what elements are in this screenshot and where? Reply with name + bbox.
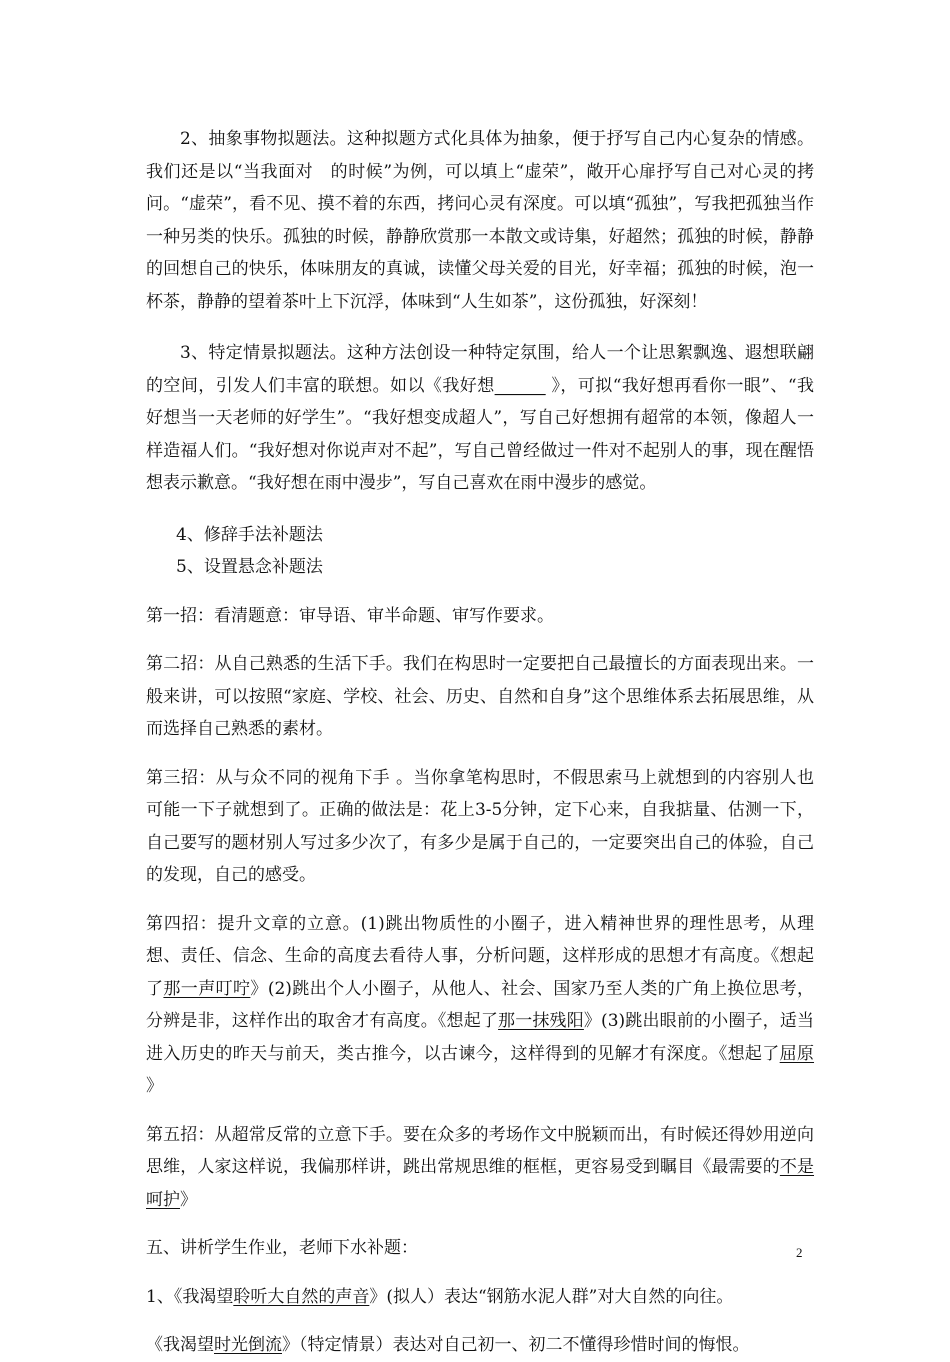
underlined-phrase: 屈原 (779, 1043, 815, 1064)
paragraph-scenario-titling (146, 337, 814, 500)
underlined-phrase: 不是呵护 (146, 1157, 815, 1210)
example-item-1 (146, 1281, 814, 1314)
blank-line: ______ (494, 375, 546, 396)
text-run: 》，可拟“我好想再看你一眼”、“我好想当一天老师的好学生”。“我好想变成超人”，写自己好想拥有超常的本领，像超人一样造福人们。“我好想对你说声对不起”，写自己曾经做过一件对不起别人的事，现在醒悟想表示歉意。“我好想在雨中漫步”，写自己喜欢在雨中漫步的感觉。 (146, 375, 814, 493)
paragraph-tip-5 (146, 1119, 814, 1217)
underlined-phrase: 聆听大自然的声音 (233, 1286, 370, 1307)
paragraph-tip-3: 第三招：从与众不同的视角下手 。当你拿笔构思时，不假思索马上就想到的内容别人也可能一下子就想到了。正确的做法是：花上3-5分钟，定下心来，自我掂量、估测一下，自己要写的题材别人写过多少次了，有多少是属于自己的，一定要突出自己的体验，自己的发现，自己的感受。 (146, 767, 814, 885)
underlined-phrase: 那一抹残阳 (498, 1011, 584, 1031)
underlined-phrase: 时光倒流 (214, 1335, 282, 1355)
underlined-phrase: 那一声叮咛 (163, 978, 251, 999)
page-number: 2 (796, 1245, 803, 1260)
list-item-suspense: 5、设置悬念补题法 (176, 557, 323, 577)
document-body (146, 123, 814, 1362)
text-run: 》（特定情景）表达对自己初一、初二不懂得珍惜时间的悔恨。 (282, 1335, 750, 1355)
paragraph-abstract-titling: 2、抽象事物拟题法。这种拟题方式化具体为抽象，便于抒写自己内心复杂的情感。我们还是以“当我面对 的时候”为例，可以填上“虚荣”，敞开心扉抒写自己对心灵的拷问。“虚荣”，看不见、摸不着的东西，拷问心灵有深度。可以填“孤独”，写我把孤独当作一种另类的快乐。孤独的时候，静静欣赏那一本散文或诗集，好超然；孤独的时候，静静的回想自己的快乐，体味朋友的真诚，读懂父母关爱的目光，好幸福；孤独的时候，泡一杯茶，静静的望着茶叶上下沉浮，体味到“人生如茶”，这份孤独，好深刻！ (146, 129, 814, 312)
text-run: 》(3)跳出眼前的小圈子，适当进入历史的昨天与前天，类古推今，以古谏今，这样得到的见解才有深度。《想起了 (146, 1011, 814, 1064)
text-run: 1、《我渴望 (146, 1286, 234, 1307)
text-run: 》 (180, 1189, 197, 1210)
list-item-rhetoric: 4、修辞手法补题法 (176, 524, 323, 545)
section-heading-five: 五、讲析学生作业，老师下水补题： (146, 1238, 418, 1258)
text-run: 》(2)跳出个人小圈子，从他人、社会、国家乃至人类的广角上换位思考，分辨是非，这样作出的取舍才有高度。《想起了 (146, 978, 814, 1031)
paragraph-tip-4 (146, 908, 814, 1103)
text-run: 》 (146, 1076, 163, 1096)
paragraph-tip-1: 第一招：看清题意：审导语、审半命题、审写作要求。 (146, 605, 554, 626)
text-run: 第四招：提升文章的立意。(1)跳出物质性的小圈子，进入精神世界的理性思考，从理想、责任、信念、生命的高度去看待人事，分析问题，这样形成的思想才有高度。《想起了 (146, 913, 814, 999)
text-run: 》(拟人）表达“钢筋水泥人群”对大自然的向往。 (369, 1286, 734, 1307)
example-item-2 (146, 1329, 814, 1362)
text-run: 3、特定情景拟题法。这种方法创设一种特定氛围，给人一个让思絮飘逸、遐想联翩的空间，引发人们丰富的联想。如以《我好想 (146, 343, 814, 396)
text-run: 第五招：从超常反常的立意下手。要在众多的考场作文中脱颖而出，有时候还得妙用逆向思维，人家这样说，我偏那样讲，跳出常规思维的框框，更容易受到瞩目《最需要的 (146, 1124, 814, 1177)
text-run: 《我渴望 (146, 1335, 214, 1355)
paragraph-tip-2: 第二招：从自己熟悉的生活下手。我们在构思时一定要把自己最擅长的方面表现出来。一般来讲，可以按照“家庭、学校、社会、历史、自然和自身”这个思维体系去拓展思维，从而选择自己熟悉的素材。 (146, 654, 814, 739)
